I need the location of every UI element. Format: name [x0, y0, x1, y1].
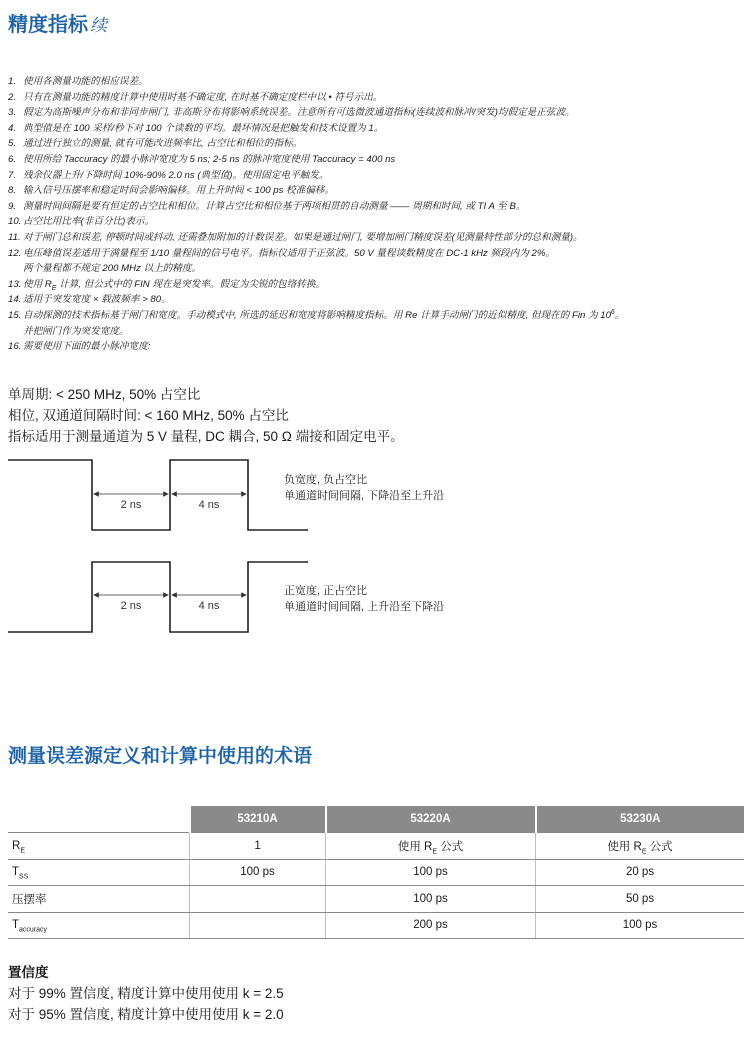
- footnote-number: 9.: [8, 200, 17, 212]
- footnote-continuation: 两个量程都不规定 200 MHz 以上的精度。: [23, 263, 202, 275]
- table-row: [8, 833, 744, 860]
- footnote-text: 电压峰值误差适用于满量程至 1/10 量程间的信号电平。指标仪适用于正弦波。50 V 量程读数精度在 DC-1 kHz 频段内为 2%。: [23, 247, 555, 259]
- footnote-3: [8, 105, 744, 121]
- table-row: [8, 886, 744, 913]
- footnote-2: [8, 90, 744, 106]
- negative-gap-label: 4 ns: [198, 499, 220, 511]
- min-pulse-conditions: 指标适用于测量通道为 5 V 量程, DC 耦合, 50 Ω 端接和固定电平。: [8, 429, 404, 444]
- page-title-continued: 续: [90, 16, 107, 35]
- footnote-text: 典型值是在 100 采样/秒下对 100 个读数的平均。最坏情况是把触发和技术设置为 1。: [23, 122, 384, 134]
- footnote-8: [8, 183, 744, 199]
- footnote-text: 输入信号压摆率和稳定时间会影响偏移。用上升时间 < 100 ps 校准偏移。: [23, 185, 335, 197]
- footnote-number: 2.: [8, 91, 17, 103]
- min-pulse-single-period: 单周期: < 250 MHz, 50% 占空比: [8, 387, 201, 402]
- column-header-53230a: 53230A: [536, 806, 744, 833]
- footnote-text: 只有在测量功能的精度计算中使用时基不确定度, 在时基不确定度栏中以 • 符号示出。: [23, 91, 383, 103]
- footnote-7: [8, 168, 744, 184]
- footnote-12: [8, 246, 744, 277]
- footnote-text: 测量时间间隔是要有恒定的占空比和相位。计算占空比和相位基于两项相贯的自动测量 —— 周期和时间, 或 TI A 至 B。: [23, 200, 526, 212]
- table-cell: 200 ps: [326, 912, 536, 939]
- column-header-53220a: 53220A: [326, 806, 536, 833]
- negative-width-label: 2 ns: [120, 499, 142, 511]
- confidence-section: [8, 962, 284, 1025]
- column-header-53210a: 53210A: [190, 806, 326, 833]
- footnote-number: 16.: [8, 341, 22, 353]
- pulse-timing-diagram: [8, 455, 738, 640]
- table-corner: [8, 806, 190, 833]
- page-title: [8, 8, 107, 37]
- footnote-text: 对于闸门总和误差, 停顿时间或抖动, 还需叠加附加的计数误差。如果是通过闸门, 要增加闸门精度误差(见测量特性部分的总和测量)。: [23, 231, 583, 243]
- footnote-14: [8, 292, 744, 308]
- footnote-number: 10.: [8, 216, 22, 228]
- negative-caption-line2: 单通道时间间隔, 下降沿至上升沿: [284, 490, 445, 502]
- footnote-number: 4.: [8, 122, 17, 134]
- table-cell: 50 ps: [536, 886, 744, 913]
- footnote-text: 需要使用下面的最小脉冲宽度:: [23, 341, 151, 353]
- page-title-text: 精度指标: [8, 14, 88, 36]
- footnote-text: 残余仪器上升/下降时间 10%-90% 2.0 ns (典型值)。使用固定电平触发。: [23, 169, 329, 181]
- confidence-99: 对于 99% 置信度, 精度计算中使用使用 k = 2.5: [8, 986, 284, 1001]
- section-title: 测量误差源定义和计算中使用的术语: [8, 746, 313, 767]
- negative-pulse-waveform: [8, 460, 308, 530]
- positive-width-label: 2 ns: [120, 600, 142, 612]
- min-pulse-phase: 相位, 双通道间隔时间: < 160 MHz, 50% 占空比: [8, 408, 289, 423]
- footnote-continuation: 并把闸门作为突发宽度。: [23, 325, 129, 337]
- footnote-15: [8, 308, 744, 339]
- positive-caption-line2: 单通道时间间隔, 上升沿至下降沿: [284, 601, 445, 613]
- table-cell: 100 ps: [326, 859, 536, 886]
- row-label: $T_{accuracy}$: [8, 912, 190, 939]
- table-cell: [190, 886, 326, 913]
- positive-caption-line1: 正宽度, 正占空比: [284, 585, 368, 597]
- table-row: [8, 859, 744, 886]
- footnote-number: 1.: [8, 76, 17, 87]
- footnote-13: [8, 277, 744, 293]
- footnote-text: 自动探测的技术指标基于闸门和宽度。手动模式中, 所选的延迟和宽度将影响精度指标。用 Re 计算手动闸门的近似精度, 但现在的 Fin 为 10: [23, 309, 611, 321]
- negative-caption-line1: 负宽度, 负占空比: [284, 474, 368, 486]
- table-header-row: [8, 806, 744, 833]
- footnote-number: 14.: [8, 294, 22, 306]
- footnote-text: 通过进行独立的测量, 就有可能改进频率比, 占空比和相位的指标。: [23, 138, 303, 150]
- footnote-number: 15.: [8, 309, 22, 321]
- footnote-9: [8, 199, 744, 215]
- table-cell: 100 ps: [536, 912, 744, 939]
- table-cell: 20 ps: [536, 859, 744, 886]
- footnote-16: [8, 339, 744, 355]
- table-cell: 使用 $R_E$ 公式: [536, 833, 744, 860]
- footnote-text: 使用 R: [23, 278, 52, 290]
- positive-gap-label: 4 ns: [198, 600, 220, 612]
- footnote-4: [8, 121, 744, 137]
- table-cell: [190, 912, 326, 939]
- footnote-number: 11.: [8, 231, 21, 243]
- footnote-number: 3.: [8, 107, 17, 119]
- row-label: $R_E$: [8, 833, 190, 860]
- footnote-number: 12.: [8, 247, 22, 259]
- footnote-subscript: E: [51, 284, 57, 292]
- footnote-number: 6.: [8, 153, 17, 165]
- confidence-heading: 置信度: [8, 965, 49, 980]
- row-label: $T_{SS}$: [8, 859, 190, 886]
- footnote-1: [8, 74, 744, 90]
- footnote-text: 使用各测量功能的相应误差。: [23, 76, 148, 87]
- table-cell: 100 ps: [190, 859, 326, 886]
- min-pulse-requirements: [8, 384, 404, 447]
- footnote-10: [8, 214, 744, 230]
- footnote-superscript: 6: [610, 308, 615, 316]
- footnote-text: 。: [614, 309, 625, 321]
- table-cell: 100 ps: [326, 886, 536, 913]
- footnote-text: 占空比用比率(非百分比)表示。: [23, 216, 155, 228]
- table-row: [8, 912, 744, 939]
- footnote-number: 8.: [8, 185, 17, 197]
- footnote-number: 13.: [8, 278, 22, 290]
- footnote-text: 计算, 但公式中的 FIN 现在是突发率。假定为尖锐的包络转换。: [56, 278, 326, 290]
- positive-pulse-waveform: [8, 562, 308, 632]
- terms-table: [8, 806, 744, 939]
- footnote-text: 假定为高斯噪声分布和非同步闸门, 非高斯分布将影响系统误差。注意所有可选微波通道指标(连续波和脉冲/突发)均假定是正弦波。: [23, 107, 575, 119]
- footnote-list: [8, 74, 744, 355]
- table-cell: 使用 $R_E$ 公式: [326, 833, 536, 860]
- footnote-11: [8, 230, 744, 246]
- footnote-6: [8, 152, 744, 168]
- footnote-text: 使用所给 Taccuracy 的最小脉冲宽度为 5 ns; 2-5 ns 的脉冲宽度使用 Taccuracy = 400 ns: [23, 153, 396, 165]
- table-cell: 1: [190, 833, 326, 860]
- row-label: 压摆率: [8, 886, 190, 913]
- footnote-number: 7.: [8, 169, 17, 181]
- footnote-5: [8, 136, 744, 152]
- footnote-number: 5.: [8, 138, 17, 150]
- footnote-text: 适用于突发宽度 × 载波频率 > 80。: [23, 294, 171, 306]
- confidence-95: 对于 95% 置信度, 精度计算中使用使用 k = 2.0: [8, 1007, 284, 1022]
